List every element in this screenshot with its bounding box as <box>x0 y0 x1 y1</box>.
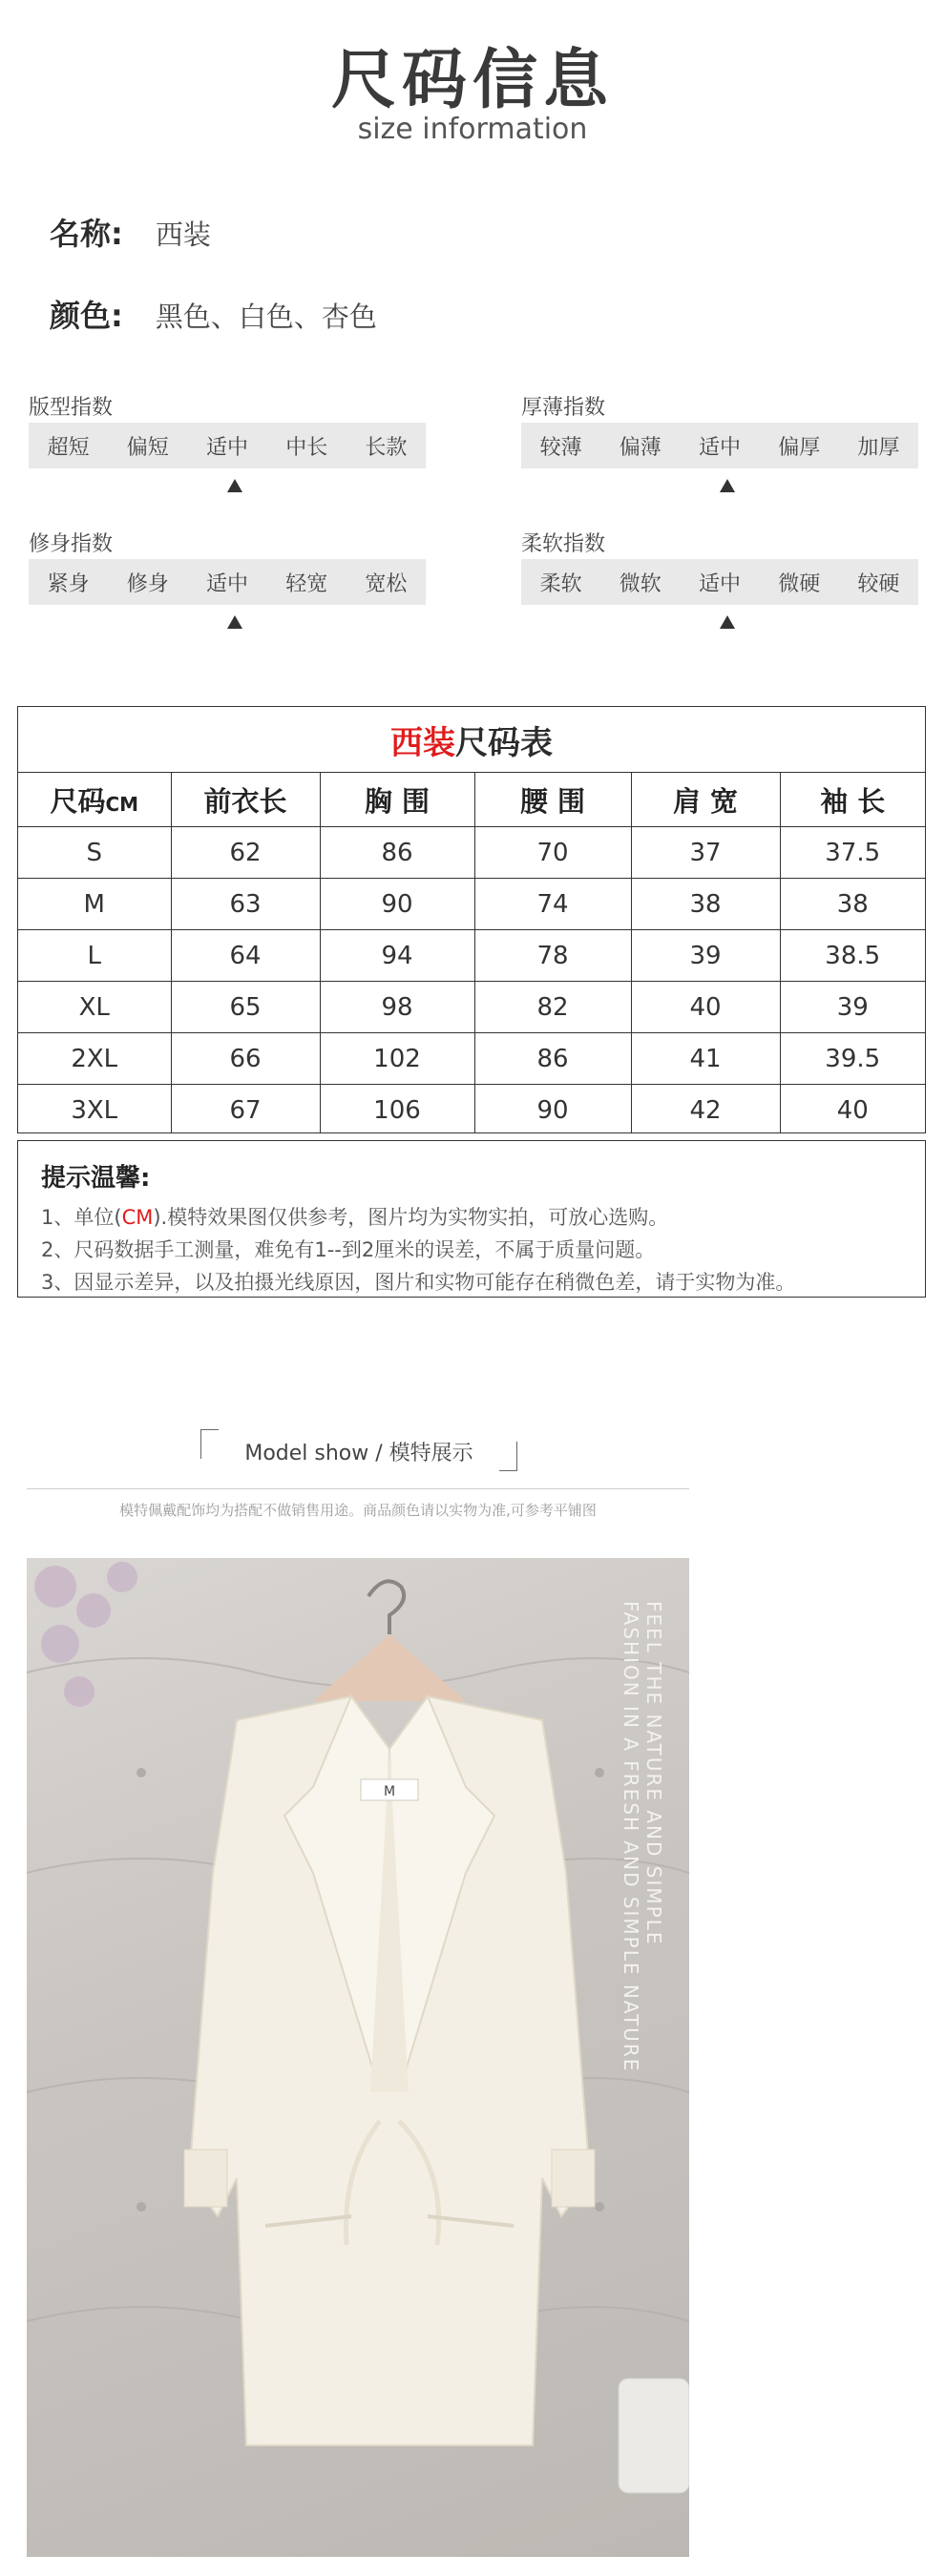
scale-option: 微软 <box>619 571 662 596</box>
divider <box>27 1488 689 1489</box>
table-cell: 74 <box>474 879 631 930</box>
model-show-heading <box>200 1429 517 1471</box>
table-cell: S <box>18 827 171 879</box>
scale-option: 偏薄 <box>619 435 662 460</box>
tip-line-2: 2、尺码数据手工测量，难免有1--到2厘米的误差，不属于质量问题。 <box>41 1238 656 1261</box>
header-size <box>18 773 171 827</box>
header-bust: 胸 围 <box>320 773 474 827</box>
tip-line-3: 3、因显示差异，以及拍摄光线原因，图片和实物可能存在稍微色差，请于实物为准。 <box>41 1271 796 1294</box>
table-cell: 65 <box>171 982 320 1033</box>
table-cell: 41 <box>631 1033 780 1085</box>
table-cell: 66 <box>171 1033 320 1085</box>
scale-option: 轻宽 <box>285 571 328 596</box>
table-cell: 38 <box>780 879 925 930</box>
table-cell: 63 <box>171 879 320 930</box>
table-cell: 40 <box>631 982 780 1033</box>
table-row <box>18 930 925 982</box>
photo-caption-line-1: FEEL THE NATURE AND SIMPLE <box>642 1601 665 1946</box>
header-waist: 腰 围 <box>474 773 631 827</box>
table-cell: 67 <box>171 1085 320 1134</box>
fit-index-marker-icon <box>227 479 242 492</box>
size-table-title <box>18 707 925 773</box>
softness-index-scale <box>521 559 918 605</box>
scale-option: 柔软 <box>539 571 582 596</box>
tip-line-1 <box>41 1201 902 1234</box>
header-size-text: 尺码 <box>50 784 106 818</box>
table-cell: 106 <box>320 1085 474 1134</box>
scale-option: 偏厚 <box>778 435 821 460</box>
scale-option: 中长 <box>285 435 328 460</box>
table-cell: 39 <box>780 982 925 1033</box>
page-subtitle: size information <box>357 113 588 146</box>
table-cell: 40 <box>780 1085 925 1134</box>
table-row <box>18 827 925 879</box>
table-cell: 3XL <box>18 1085 171 1134</box>
scale-option: 长款 <box>365 435 408 460</box>
table-cell: 38.5 <box>780 930 925 982</box>
thickness-index-scale <box>521 423 918 468</box>
scale-option: 修身 <box>126 571 169 596</box>
slim-index-scale <box>29 559 426 605</box>
table-cell: 102 <box>320 1033 474 1085</box>
table-cell: 90 <box>474 1085 631 1134</box>
scale-option: 适中 <box>206 435 249 460</box>
table-cell: 2XL <box>18 1033 171 1085</box>
scale-option: 加厚 <box>857 435 900 460</box>
tips-title: 提示温馨: <box>41 1164 151 1193</box>
table-cell: 86 <box>320 827 474 879</box>
table-row <box>18 982 925 1033</box>
size-table-title-red: 西装 <box>390 723 455 762</box>
table-cell: 38 <box>631 879 780 930</box>
table-row <box>18 1033 925 1085</box>
softness-index-label: 柔软指数 <box>521 532 606 556</box>
header-length: 前衣长 <box>171 773 320 827</box>
scale-option: 微硬 <box>778 571 821 596</box>
slim-index-marker-icon <box>227 615 242 629</box>
tip-line-1-pre: 1、单位( <box>41 1206 122 1229</box>
fit-index-scale <box>29 423 426 468</box>
page-title: 尺码信息 <box>330 43 614 118</box>
name-label: 名称: <box>50 216 123 252</box>
photo-caption-line-2: FASHION IN A FRESH AND SIMPLE NATURE <box>620 1601 642 2073</box>
slim-index-label: 修身指数 <box>29 532 114 556</box>
header-sleeve: 袖 长 <box>780 773 925 827</box>
tips-box <box>17 1140 926 1298</box>
table-cell: L <box>18 930 171 982</box>
size-label-text: M <box>383 1784 396 1799</box>
table-cell: 94 <box>320 930 474 982</box>
header-size-unit: CM <box>105 792 139 816</box>
model-show-text: Model show / 模特展示 <box>244 1442 473 1465</box>
tip-line-1-unit: CM <box>121 1206 154 1229</box>
tip-line-1-post: ).模特效果图仅供参考，图片均为实物实拍，可放心选购。 <box>153 1206 669 1229</box>
table-cell: 78 <box>474 930 631 982</box>
table-cell: 37 <box>631 827 780 879</box>
color-label: 颜色: <box>50 298 123 334</box>
table-cell: 42 <box>631 1085 780 1134</box>
scale-option: 适中 <box>699 571 742 596</box>
table-cell: 62 <box>171 827 320 879</box>
table-cell: 86 <box>474 1033 631 1085</box>
table-cell: 64 <box>171 930 320 982</box>
photo-caption <box>614 1601 671 2078</box>
scale-option: 超短 <box>47 435 90 460</box>
softness-index-marker-icon <box>720 615 735 629</box>
size-table <box>17 706 926 1133</box>
scale-option: 宽松 <box>365 571 408 596</box>
table-cell: 98 <box>320 982 474 1033</box>
model-show-note: 模特佩戴配饰均为搭配不做销售用途。商品颜色请以实物为准,可参考平铺图 <box>119 1502 597 1519</box>
product-name-row <box>50 210 211 254</box>
table-row <box>18 879 925 930</box>
scale-option: 较硬 <box>857 571 900 596</box>
thickness-index-label: 厚薄指数 <box>521 396 606 420</box>
table-cell: 82 <box>474 982 631 1033</box>
table-cell: 39 <box>631 930 780 982</box>
name-value: 西装 <box>155 218 211 251</box>
jacket-illustration <box>27 1558 689 2557</box>
scale-option: 较薄 <box>539 435 582 460</box>
table-cell: 39.5 <box>780 1033 925 1085</box>
fit-index-label: 版型指数 <box>29 396 114 420</box>
size-table-title-black: 尺码表 <box>455 723 553 762</box>
table-cell: 37.5 <box>780 827 925 879</box>
table-cell: 90 <box>320 879 474 930</box>
size-table-header-row <box>18 773 925 827</box>
scale-option: 适中 <box>206 571 249 596</box>
table-cell: 70 <box>474 827 631 879</box>
color-value: 黑色、白色、杏色 <box>155 301 377 333</box>
table-cell: XL <box>18 982 171 1033</box>
scale-option: 适中 <box>699 435 742 460</box>
header-shoulder: 肩 宽 <box>631 773 780 827</box>
product-color-row <box>50 292 377 336</box>
table-cell: M <box>18 879 171 930</box>
thickness-index-marker-icon <box>720 479 735 492</box>
scale-option: 紧身 <box>47 571 90 596</box>
scale-option: 偏短 <box>126 435 169 460</box>
model-photo <box>27 1558 689 2557</box>
table-row <box>18 1085 925 1134</box>
